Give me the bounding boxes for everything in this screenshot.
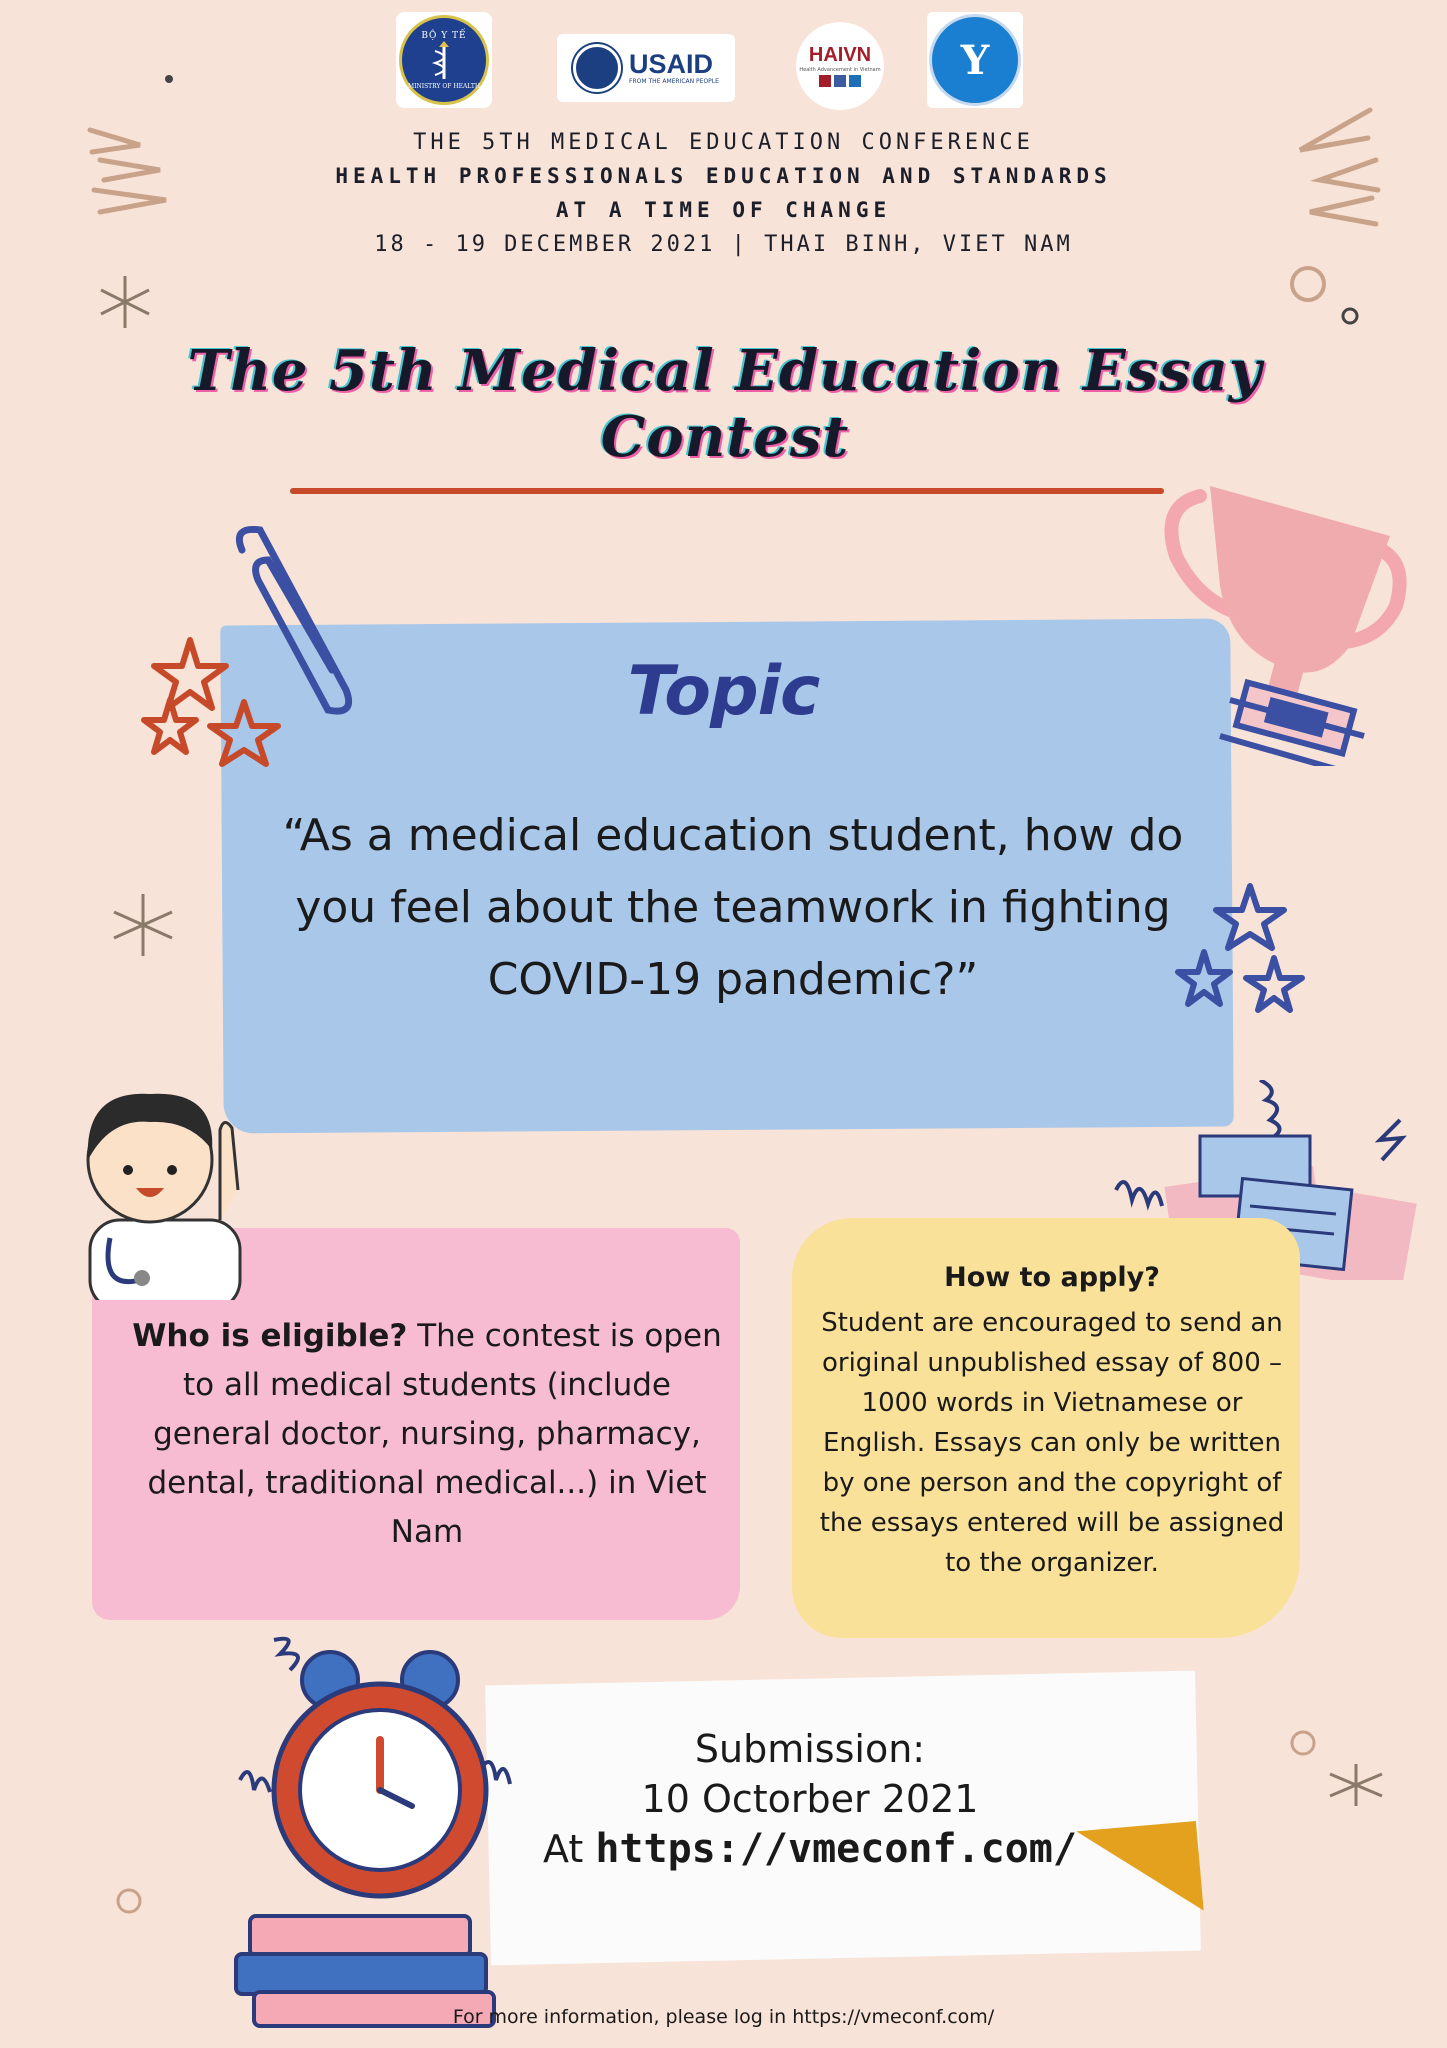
red-stars-icon: [140, 630, 290, 780]
dot-icon: [162, 72, 176, 86]
submission-label: Submission:: [694, 1727, 926, 1771]
submission-at: At: [543, 1827, 596, 1871]
usaid-seal-icon: [573, 44, 621, 92]
ministry-of-health-logo: [396, 12, 492, 108]
conference-theme-line2: AT A TIME OF CHANGE: [555, 198, 892, 222]
footer-info: For more information, please log in https://vmeconf.com/: [452, 2006, 995, 2028]
trophy-icon: [1140, 466, 1430, 766]
conference-name: THE 5TH MEDICAL EDUCATION CONFERENCE: [413, 130, 1034, 155]
haivn-tagline: Health Advancement in Vietnam: [799, 66, 881, 73]
moh-bottom-text: MINISTRY OF HEALTH: [407, 82, 481, 90]
thai-binh-university-logo: [927, 12, 1023, 108]
triangle-doodles-right-icon: [1280, 100, 1390, 230]
conference-date-location: 18 - 19 DECEMBER 2021 | THAI BINH, VIET NAM: [374, 232, 1073, 257]
title-underline: [290, 488, 1164, 494]
blue-stars-icon: [1170, 880, 1320, 1020]
alarm-clock-books-icon: [230, 1620, 540, 2030]
sparkle-icon: [95, 272, 155, 332]
conference-theme-line1: HEALTH PROFESSIONALS EDUCATION AND STANDARDS: [335, 164, 1112, 188]
haivn-logo: [796, 22, 884, 110]
sparkle-icon: [1326, 1760, 1386, 1810]
submission-url[interactable]: https://vmeconf.com/: [595, 1826, 1077, 1872]
apply-text: Student are encouraged to send an original unpublished essay of 800 – 1000 words in Vietnamese or English. Essays can only be written by one person and the copyright of the essays entered will be assigned to the organizer.: [819, 1308, 1285, 1578]
apply-heading: How to apply?: [944, 1262, 1160, 1293]
submission-url-line: [500, 1824, 1120, 1874]
moh-top-text: BỘ Y TẾ: [421, 30, 467, 41]
submission-text: [500, 1724, 1120, 1874]
usaid-name: USAID: [629, 49, 714, 79]
eligibility-label: Who is eligible?: [132, 1318, 408, 1354]
usaid-tagline: FROM THE AMERICAN PEOPLE: [629, 78, 719, 85]
triangle-doodles-left-icon: [80, 110, 180, 220]
caduceus-icon: [427, 41, 461, 81]
contest-title: The 5th Medical Education Essay Contest: [187, 338, 1263, 470]
university-shields-icon: [817, 73, 863, 89]
eligibility-text: [132, 1312, 722, 1557]
usaid-logo: [557, 34, 735, 102]
eligibility-body: The contest is open to all medical students (include general doctor, nursing, pharmacy, dental, traditional medical...) in Viet Nam: [147, 1318, 722, 1550]
submission-date: 10 Octorber 2021: [641, 1777, 979, 1821]
haivn-name: HAIVN: [808, 43, 872, 66]
circle-doodle-icon: [114, 1886, 144, 1916]
university-emblem: Y: [929, 14, 1021, 106]
topic-heading: Topic: [627, 652, 820, 731]
circle-doodle-icon: [1288, 1728, 1318, 1758]
doctor-character-icon: [70, 1070, 270, 1300]
sparkle-icon: [108, 890, 178, 960]
circles-doodle-icon: [1284, 262, 1364, 332]
topic-question: “As a medical education student, how do you feel about the teamwork in fighting COVID-19 pandemic?”: [282, 810, 1184, 1005]
moh-seal: [399, 15, 489, 105]
